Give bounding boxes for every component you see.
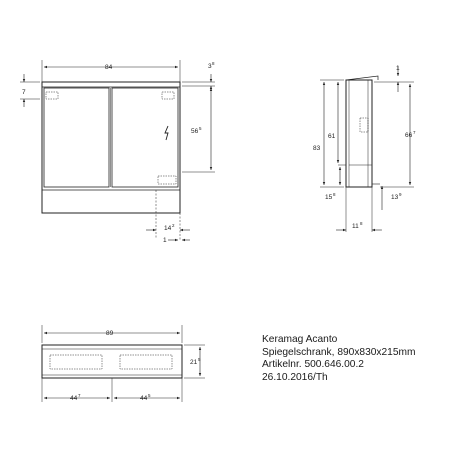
label-top-3: 3 xyxy=(208,63,212,70)
label-door-56: 56 xyxy=(191,128,199,135)
svg-text:5: 5 xyxy=(148,393,151,398)
date-line: 26.10.2016/Th xyxy=(262,371,328,383)
article-line: Artikelnr. 500.646.00.2 xyxy=(262,359,364,371)
svg-text:7: 7 xyxy=(413,130,416,135)
svg-text:5: 5 xyxy=(198,357,201,362)
top-cabinet-outline xyxy=(42,345,182,378)
product-info-block xyxy=(262,334,447,384)
svg-text:9: 9 xyxy=(399,192,402,197)
label-bottom-13: 13 xyxy=(391,194,399,201)
label-half-right: 44 xyxy=(140,395,148,402)
label-right-66: 66 xyxy=(405,132,413,139)
svg-text:8: 8 xyxy=(212,61,215,66)
socket-icon xyxy=(165,126,168,140)
label-bottom-1: 1 xyxy=(163,237,167,244)
svg-text:8: 8 xyxy=(360,221,363,226)
label-width-89: 89 xyxy=(106,330,114,337)
label-depth-11: 11 xyxy=(352,223,359,230)
front-view xyxy=(20,60,215,240)
svg-text:7: 7 xyxy=(78,393,81,398)
label-inner-61: 61 xyxy=(328,133,336,140)
label-bottom-15: 15 xyxy=(325,194,333,201)
label-half-left: 44 xyxy=(70,395,78,402)
product-line: Spiegelschrank, 890x830x215mm xyxy=(262,346,416,358)
svg-text:8: 8 xyxy=(333,192,336,197)
label-left-7: 7 xyxy=(22,89,26,96)
label-top-1: 1 xyxy=(396,65,400,72)
front-cabinet-outline xyxy=(42,82,180,213)
svg-text:5: 5 xyxy=(199,126,202,131)
right-door xyxy=(112,88,178,187)
svg-text:2: 2 xyxy=(172,223,175,228)
left-door xyxy=(44,88,109,187)
label-width-84: 84 xyxy=(105,64,113,71)
label-total-83: 83 xyxy=(313,145,321,152)
top-view xyxy=(42,325,205,402)
side-view xyxy=(320,76,414,232)
label-depth-21: 21 xyxy=(190,359,198,366)
label-bottom-14: 14 xyxy=(164,225,172,232)
brand-line: Keramag Acanto xyxy=(262,334,338,345)
